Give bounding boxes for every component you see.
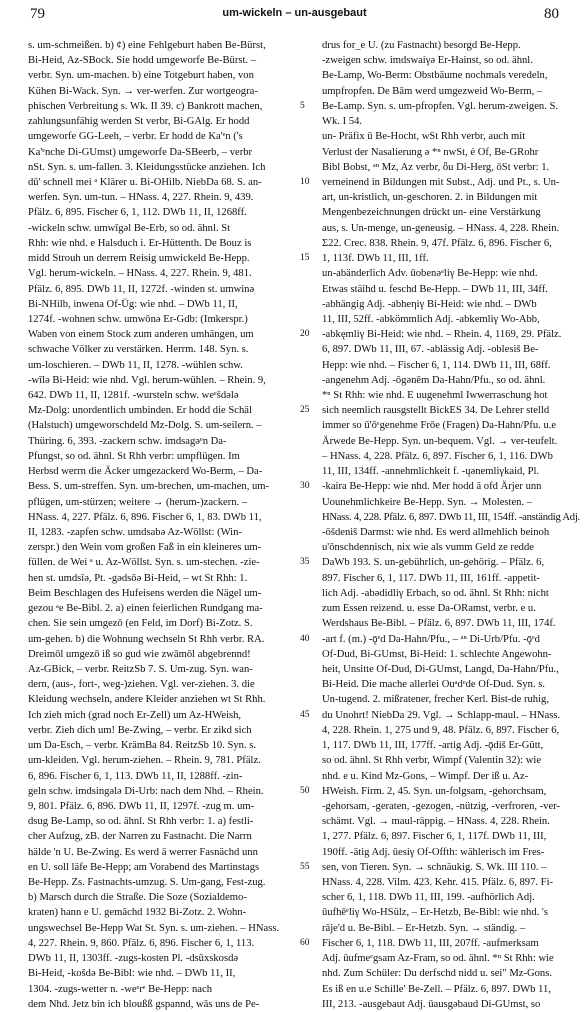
text-line: Thüring. 6, 393. -zackern schw. imdsagəᵉn Da- (28, 435, 227, 447)
line-number: 30 (300, 481, 310, 492)
text-line: um Da-Esch, – verbr. KrämBa 84. ReitzSb 10. Syn. s. (28, 740, 257, 752)
text-line: II, 1283. -zapfen schw. umdsabə Az-Wöllst: (Win- (28, 527, 242, 538)
text-line: umpfropfen. De Bām werd umgezweid Wo-Berm, – (322, 85, 543, 97)
text-line: nhd. e u. Kind Mz-Gons, – Wimpf. Der iß u. Az- (322, 770, 529, 782)
text-line: un-abänderlich Adv. ūobenəᵃliγ Be-Hepp: wie nhd. (322, 268, 538, 280)
text-line: schämt. Vgl. → maul-räppig. – HNass. 4, 228. Rhein. (322, 816, 550, 828)
text-line: Of-Dud, Bi-GUmst, Bi-Heid: 1. schlechte Angewohn- (322, 648, 552, 660)
text-line: gezou ᵃe Be-Bibl. 2. a) einen feierlichen Rundgang ma- (28, 603, 263, 615)
text-line: *ⁿ St Rhh: wie nhd. E uugenehml Iwwerraschung hot (322, 390, 548, 402)
text-line: lich Adj. -abədidliγ Erbach, so od. ähnl. St Rhh: nicht (322, 587, 549, 599)
text-line: u'ōnschdennisch, nix wie als vumm Geld ze redde (322, 542, 534, 554)
text-line: Bi-Heid, -košdə Be-Bibl: wie nhd. – DWb 11, II, (28, 968, 236, 980)
text-line: Bi-Heid, Az-SBock. Sie hodd umgeworfe Be-Bürst. – (28, 55, 257, 67)
text-line: un- Präfix ū Be-Hocht, wSt Rhh verbr, auch mit (322, 131, 526, 143)
text-line: Az-GBick, – verbr. ReitzSb 7. S. Um-zug. Syn. wan- (28, 663, 253, 675)
text-line: 9, 801. Pfälz. 6, 896. DWb 11, II, 1297f. -zug m. um- (28, 800, 255, 812)
text-line: b) Marsch durch die Straße. Die Soze (Sozialdemo- (28, 892, 247, 904)
text-line: sich neemlich rausgstellt BickES 34. De Lehrer stelld (322, 405, 550, 417)
text-line: -wīlə Bi-Heid: wie nhd. Vgl. herum-wühlen. – Rhein. 9, (28, 374, 266, 386)
text-line: so od. ähnl. St Rhh verbr, Wimpf (Valentin 32): wie (322, 755, 542, 767)
text-line: Pfälz. 6, 895. DWb 11, II, 1272f. -winden st. umwinə (28, 283, 255, 295)
text-line: art, un-kristlich, un-geschoren. 2. in Bildungen mit (322, 192, 538, 204)
text-line: Σ22. Crec. 838. Rhein. 9, 47f. Pfälz. 6, 896. Fischer 6, (322, 237, 552, 249)
text-line: chen. Sie sein umgezō (en Feld, im Dorf) Bi-Zotz. S. (28, 618, 253, 630)
text-line: Bess. S. um-streffen. Syn. um-brechen, um-machen, um- (28, 481, 270, 493)
text-line: Mz-Dolg: unordentlich umbinden. Er hodd die Schäl (28, 405, 252, 417)
text-line: (Halstuch) umgeworschdeld Mz-Dolg. S. um-seilern. – (28, 420, 262, 432)
line-numbers (300, 38, 318, 948)
text-line: HNass. 4, 227. Pfälz. 6, 896. Fischer 6, 1, 83. DWb 11, (28, 511, 262, 523)
text-line: Hepp: wie nhd. – Fischer 6, 1, 114. DWb 11, III, 68ff. (322, 359, 551, 371)
text-line: aus, s. Un-menge, un-geneusig. – HNass. 4, 228. Rhein. (322, 222, 560, 234)
text-line: Rhh: wie nhd. e Halsduch i. Er-Hüttenth. De Bouz is (28, 237, 252, 249)
text-line: 897. Fischer 6, 1, 117. DWb 11, III, 161ff. -appetit- (322, 572, 540, 584)
text-line: DaWb 193. S. un-gebührlich, un-gehörig. – Pfälz. 6, (322, 557, 545, 569)
line-number: 15 (300, 253, 310, 264)
text-line: um-gehen. b) die Wohnung wechseln St Rhh verbr. RA. (28, 633, 265, 645)
text-line: Kühen Bi-Wack. Syn. → ver-werfen. Zur wortgeogra- (28, 85, 258, 97)
running-title: um-wickeln – un-ausgebaut (222, 7, 367, 19)
text-line: nhd. Zum Schüler: Du derfschd nidd u. sei" Mz-Gons. (322, 968, 552, 980)
line-number: 45 (300, 709, 310, 720)
text-line: s. um-schmeißen. b) ¢) eine Fehlgeburt haben Be-Bürst, (28, 40, 266, 51)
text-line: Bi-Heid. Die mache allerlei Ouᵃdᵉde Of-Dud. Syn. s. (322, 679, 546, 691)
text-line: DWb 11, II, 1303ff. -zugs-kosten Pl. -dsūxskosdə (28, 953, 239, 965)
text-line: werfen. Syn. um-tun. – HNass. 4, 227. Rhein. 9, 439. (28, 192, 254, 204)
text-line: Werdshaus Be-Bibl. – Pfälz. 6, 897. DWb 11, III, 174f. (322, 618, 556, 630)
text-line: dsug Be-Lamp, so od. ähnl. St Rhh verbr: 1. a) festli- (28, 816, 254, 828)
text-line: 1, 113f. DWb 11, III, 1ff. (322, 253, 429, 265)
text-line: Pfungst, so od. ähnl. St Rhh verbr: umpflügen. Im (28, 450, 240, 462)
text-line: Wk. I 54. (322, 116, 363, 128)
left-column (28, 38, 288, 1010)
text-line: Bi-NHilb, inwena Of-Üg: wie nhd. – DWb 11, II, (28, 298, 238, 310)
line-number: 50 (300, 785, 310, 796)
text-line: du Unohrt! NiebDa 29. Vgl. → Schlapp-maul. – HNass. (322, 709, 561, 721)
text-line: Uounehmlichkeire Be-Hepp. Syn. → Molesten. – (322, 496, 533, 508)
line-number: 35 (300, 557, 310, 568)
text-line: verbr. Syn. um-machen. b) eine Totgeburt haben, von (28, 70, 254, 82)
text-line: -kaira Be-Hepp: wie nhd. Mer hodd ä ofd Ärjer unn (322, 481, 542, 493)
text-line: verbr. Zieh dich um! Be-Zwing, – verbr. Er zikd sich (28, 724, 252, 736)
text-line: 190ff. -ätig Adj. ūesiγ Of-Offth: wählerisch im Fres- (322, 846, 545, 858)
text-line: 642. DWb 11, II, 1281f. -wursteln schw. weᵉšdələ (28, 390, 239, 402)
text-line: Es iß en u.e Schille' Be-Zell. – Pfälz. 6, 897. DWb 11, (322, 983, 551, 995)
text-line: hen st. umdsīə, Pt. -gədsōə Bi-Heid, – wt St Rhh: 1. (28, 572, 248, 584)
text-line: 1274f. -wohnen schw. umwōnə Er-Gdb: (Imkerspr.) (28, 313, 248, 325)
text-line: um-kleiden. Vgl. herum-ziehen. – Rhein. 9, 781. Pfälz. (28, 755, 261, 767)
text-line: schwache Völker zu verstärken. Herrm. 148. Syn. s. (28, 344, 249, 356)
text-line: -ōšdeniš Darmst: wie nhd. Es werd allmehlich beinoh (322, 527, 550, 538)
line-number: 20 (300, 329, 310, 340)
text-line: Fischer 6, 1, 118. DWb 11, III, 207ff. -aufmerksam (322, 937, 539, 949)
text-line: III, 213. -ausgebaut Adj. ūausgəbaud Di-GUmst, so (322, 998, 541, 1010)
text-line: ūufhēᵉliγ Wo-HSülz, – Er-Hetzb, Be-Bibl: wie nhd. 's (322, 907, 548, 919)
text-line: -angenehm Adj. -ōgənēm Da-Hahn/Pfu., so od. ähnl. (322, 374, 546, 386)
text-line: -art f. (m.) -ǭᵉd Da-Hahn/Pfu., – ᵃⁿ Di-Urb/Pfu. -ǭᵉd (322, 633, 540, 645)
text-line: Un-tugend. 2. mißratener, frecher Kerl. Bist-de ruhig, (322, 694, 549, 706)
text-line: rāje'd u. Be-Bibl. – Er-Hetzb. Syn. → ständig. – (322, 922, 526, 934)
text-line: -gehorsam, -geraten, -gezogen, -nützig, -verfroren, -ver- (322, 800, 561, 812)
line-number: 60 (300, 937, 310, 948)
text-line: nSt. Syn. s. um-fallen. 3. Kleidungsstücke anziehen. Ich (28, 161, 266, 173)
text-line: Be-Lamp. Syn. s. um-pfropfen. Vgl. herum-zweigen. S. (322, 100, 559, 112)
text-line: Bibl Bobst, ᵃⁿ Mz, Az verbr, ȫu Di-Herg, ōSt verbr: 1. (322, 161, 550, 173)
text-line: 11, III, 134ff. -annehmlichkeit f. -ųənemliγkaid, Pl. (322, 466, 540, 478)
running-header (30, 6, 559, 24)
text-line: Ich zieh mich (grad noch Er-Zell) um Az-HWeish, (28, 709, 242, 721)
text-line: midd Strouh un derrem Reisig umwickeld Be-Hepp. (28, 253, 250, 265)
text-line: Be-Lamp, Wo-Berm: Obstbäume nochmals veredeln, (322, 70, 548, 82)
line-number: 25 (300, 405, 310, 416)
text-line: 1, 117. DWb 11, III, 177ff. -artig Adj. -ǭdiš Er-Gütt, (322, 740, 544, 752)
text-line: en U. soll läfe Be-Hepp; am Vorabend des Martinstags (28, 861, 260, 873)
text-line: füllen. de Wei ᵃ u. Az-Wöllst. Syn. s. um-stechen. -zie- (28, 557, 260, 569)
page-number-left: 79 (30, 6, 45, 22)
text-line: HWeish. Firm. 2, 45. Syn. un-folgsam, -gehorchsam, (322, 785, 547, 797)
text-line: Verlust der Nasalierung ə *ⁿ nwSt, ė Of, Be-GRohr (322, 146, 539, 158)
text-line: dem Nhd. Jetz bin ich bloußß gspannd, wās uns de Pe- (28, 998, 260, 1010)
line-number: 5 (300, 100, 305, 111)
text-line: Adj. ūufmeᵉgsam Az-Fram, so od. ähnl. *ⁿ St Rhh: wie (322, 953, 554, 965)
text-line: 6, 897. DWb 11, III, 67. -ablässig Adj. -oblesiš Be- (322, 344, 539, 356)
text-line: zahlungsunfähig werden St verbr, Bi-GAlg. Er hodd (28, 116, 250, 128)
text-line: umgeworfe GG-Leeh, – verbr. Er hodd de Ka'ᵉn ('s (28, 131, 243, 143)
text-line: dū' schnell mei ᵃ Klärer u. Bi-OHilb. NiebDa 68. S. an- (28, 176, 262, 188)
text-line: ungswechsel Be-Hepp Wat St. Syn. s. um-ziehen. – HNass. (28, 922, 280, 934)
text-line: 1304. -zugs-wetter n. -weᵉrᵉ Be-Hepp: nach (28, 983, 212, 995)
text-line: Dreimōl umgezō iß so gud wie zwāmōl abgebrennd! (28, 648, 251, 660)
text-line: -abkęmliγ Bi-Heid: wie nhd. – Rhein. 4, 1169, 29. Pfälz. (322, 329, 562, 341)
text-line: zum Essen reizend. u. esse Da-ORamst, verbr. e u. (322, 603, 536, 615)
text-line: sen, von Tieren. Syn. → schnäukig. S. Wk. III 110. – (322, 861, 547, 873)
text-line: Mengenbezeichnungen drückt un- eine Verstärkung (322, 207, 541, 219)
text-line: Ka'ᵉnche Di-GUmst) umgeworfe Da-SBeerb, – verbr (28, 146, 253, 158)
text-line: zerspr.) den Wein vom großen Faß in ein kleineres um- (28, 542, 262, 554)
text-line: cher Aufzug, zB. der Narren zu Fastnacht. Die Narrn (28, 831, 252, 843)
text-line: Etwas stäihd u. feschd Be-Hepp. – DWb 11, III, 34ff. (322, 283, 548, 295)
text-line: Kleidung wechseln, andere Kleider anziehen wt St Rhh. (28, 694, 266, 706)
line-number: 10 (300, 176, 310, 187)
text-line: Beim Beschlagen des Hufeisens werden die Nägel um- (28, 587, 262, 599)
text-line: Vgl. herum-wickeln. – HNass. 4, 227. Rhein. 9, 481. (28, 268, 252, 280)
text-line: 11, III, 52ff. -abkömmlich Adj. -abkemliγ Wo-Abb, (322, 313, 540, 325)
text-line: 4, 228. Rhein. 1, 275 und 9, 48. Pfälz. 6, 897. Fischer 6, (322, 724, 560, 736)
text-line: 1, 277. Pfälz. 6, 897. Fischer 6, 1, 117f. DWb 11, III, (322, 831, 547, 843)
text-line: -wickeln schw. umwīgəl Be-Erb, so od. ähnl. St (28, 222, 231, 234)
text-line: geln schw. imdsingələ Di-Urb: nach dem Nhd. – Rhein. (28, 785, 264, 797)
text-line: – HNass. 4, 228. Pfälz. 6, 897. Fischer 6, 1, 116. DWb (322, 450, 553, 462)
text-line: 4, 227. Rhein. 9, 860. Pfälz. 6, 896. Fischer 6, 1, 113. (28, 937, 255, 949)
text-line: Waben von einem Stock zum anderen umhängen, um (28, 329, 254, 341)
text-line: -zweigen schw. imdswaiγə Er-Hainst, so od. ähnl. (322, 55, 533, 67)
right-column (322, 38, 580, 1010)
text-line: kraten) hann e U. gemāchd 1932 Bi-Zotz. 2. Wohn- (28, 907, 247, 919)
text-line: immer so ū'ōᵉgenehme Frōe (Fragen) Da-Hahn/Pfu. u.e (322, 420, 557, 432)
text-line: scher 6, 1, 118. DWb 11, III, 199. -aufhörlich Adj. (322, 892, 535, 904)
text-line: -abhängig Adj. -abheηiγ Bi-Heid: wie nhd. – DWb (322, 298, 537, 310)
text-line: HNass. 4, 228. Pfälz. 6, 897. DWb 11, III, 154ff. -anständig Adj. (322, 511, 580, 523)
page-number-right: 80 (544, 6, 559, 22)
text-line: Ärwede Be-Hepp. Syn. un-bequem. Vgl. → ver-teufelt. (322, 435, 558, 447)
text-line: um-loschieren. – DWb 11, II, 1278. -wühlen schw. (28, 359, 243, 371)
text-line: HNass. 4, 228. Vilm. 423. Kehr. 415. Pfälz. 6, 897. Fi- (322, 877, 554, 889)
text-line: Be-Hepp. Zs. Fastnachts-umzug. S. Um-gang, Fest-zug. (28, 877, 266, 889)
text-line: dern, (aus-, fort-, weg-)ziehen. Vgl. ver-ziehen. 3. die (28, 679, 255, 691)
text-line: Herbsd werrn die Äcker umgezackerd Wo-Berm, – Da- (28, 466, 263, 478)
text-line: hälde 'n U. Be-Zwing. Es werd ä werrer Fasnächd unn (28, 846, 258, 858)
text-line: verneinend in Bildungen mit Subst., Adj. und Pt., s. Un- (322, 176, 560, 188)
text-line: phischen Verbreitung s. Wk. II 39. c) Bankrott machen, (28, 100, 263, 112)
text-line: Pfälz. 6, 895. Fischer 6, 1, 112. DWb 11, II, 1268ff. (28, 207, 247, 219)
text-line: drus for_e U. (zu Fastnacht) besorgd Be-Hepp. (322, 40, 521, 51)
line-number: 55 (300, 861, 310, 872)
text-line: heit, Unsitte Of-Dud, Di-GUmst, Langd, Da-Hahn/Pfu., (322, 663, 559, 675)
text-line: pflügen, um-stürzen; weitere → (herum-)zackern. – (28, 496, 248, 508)
text-line: 6, 896. Fischer 6, 1, 113. DWb 11, II, 1288ff. -zin- (28, 770, 243, 782)
line-number: 40 (300, 633, 310, 644)
